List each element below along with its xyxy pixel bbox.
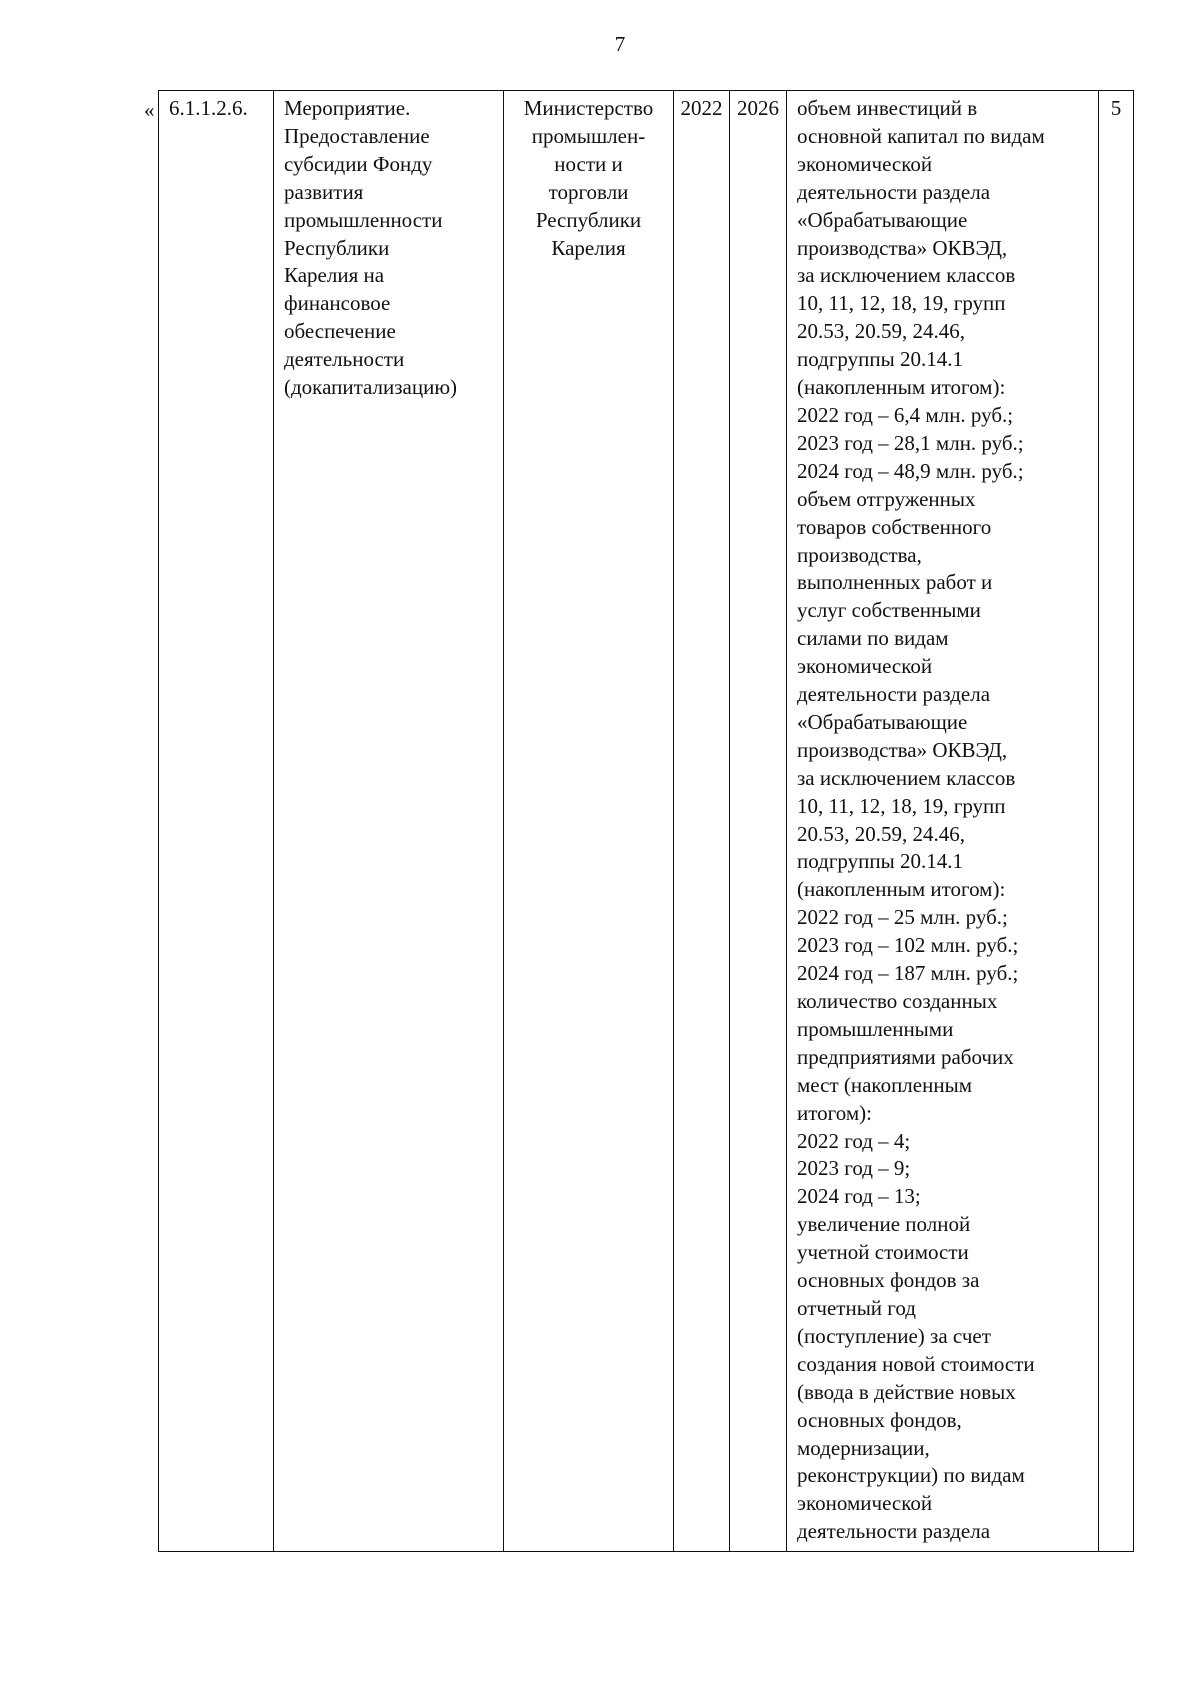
end-year: 2026 xyxy=(737,96,779,120)
link-number-cell xyxy=(1099,91,1134,1552)
event-code: 6.1.1.2.6. xyxy=(169,96,248,120)
table-row xyxy=(159,91,1134,1552)
end-year-cell xyxy=(730,91,787,1552)
start-year-cell xyxy=(674,91,730,1552)
executor-name: Министерство промышлен- ности и торговли Республики Карелия xyxy=(523,96,654,260)
link-number: 5 xyxy=(1110,96,1122,120)
event-name-cell xyxy=(274,91,504,1552)
opening-quote-mark: « xyxy=(144,98,155,122)
event-name: Мероприятие. Предоставление субсидии Фонду развития промышленности Республики Карелия на финансовое обеспечение деятельности (докапитализацию) xyxy=(284,96,458,400)
program-events-table xyxy=(158,90,1134,1552)
indicators-cell xyxy=(787,91,1099,1552)
event-code-cell xyxy=(159,91,274,1552)
executor-cell xyxy=(504,91,674,1552)
start-year: 2022 xyxy=(680,96,723,120)
page-number: 7 xyxy=(614,32,626,56)
indicators-text: объем инвестиций в основной капитал по видам экономической деятельности раздела «Обрабатывающие производства» ОКВЭД, за исключением классов 10, 11, 12, 18, 19, групп 20.53, 20.59, 24.46, подгруппы 20.14.1 (накопленным итогом): 2022 год – 6,4 млн. руб.; 2023 год – 28,1 млн. руб.; 2024 год – 48,9 млн. руб.; объем отгруженных товаров собственного производства, выполненных работ и услуг собственными силами по видам экономической деятельности раздела «Обрабатывающие производства» ОКВЭД, за исключением классов 10, 11, 12, 18, 19, групп 20.53, 20.59, 24.46, подгруппы 20.14.1 (накопленным итогом): 2022 год – 25 млн. руб.; 2023 год – 102 млн. руб.; 2024 год – 187 млн. руб.; количество созданных промышленными предприятиями рабочих мест (накопленным итогом): 2022 год – 4; 2023 год – 9; 2024 год – 13; увеличение полной учетной стоимости основных фондов за отчетный год (поступление) за счет создания новой стоимости (ввода в действие новых основных фондов, модернизации, реконструкции) по видам экономической деятельности раздела xyxy=(797,96,1045,1544)
